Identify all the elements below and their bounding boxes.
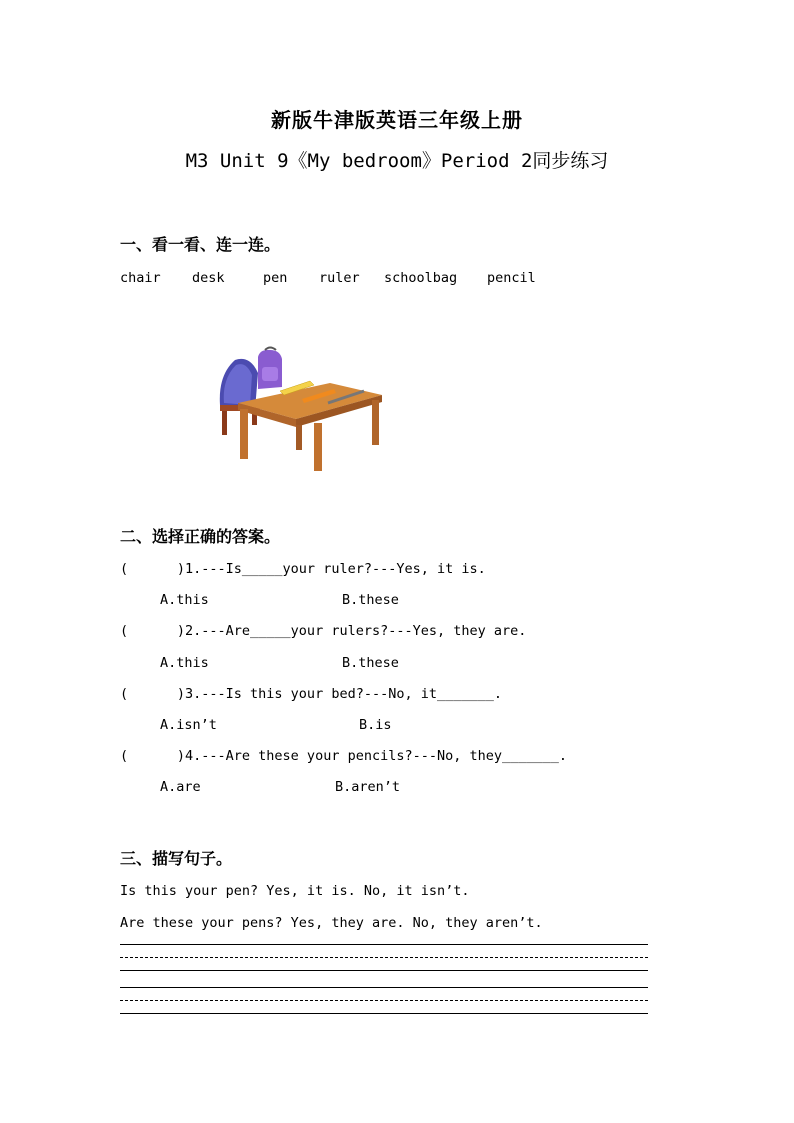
writing-line-solid <box>120 944 648 945</box>
schoolbag-handle-icon <box>265 348 276 351</box>
desk-leg-icon <box>240 409 248 459</box>
writing-line-solid <box>120 1013 648 1014</box>
desk-leg-icon <box>314 423 322 471</box>
question-2: ( )2.---Are_____your rulers?---Yes, they are. <box>120 623 527 639</box>
word-schoolbag: schoolbag <box>384 270 458 286</box>
q1-option-a: A.this <box>160 592 209 608</box>
question-4: ( )4.---Are these your pencils?---No, they_______. <box>120 748 568 764</box>
model-sentence-1: Is this your pen? Yes, it is. No, it isn’t. <box>120 883 470 899</box>
word-chair: chair <box>120 270 161 286</box>
word-ruler: ruler <box>319 270 360 286</box>
writing-line-solid <box>120 970 648 971</box>
question-3: ( )3.---Is this your bed?---No, it_______. <box>120 686 503 702</box>
model-sentence-2: Are these your pens? Yes, they are. No, they aren’t. <box>120 915 543 931</box>
desk-leg-icon <box>372 400 379 445</box>
writing-line-dashed <box>120 957 648 958</box>
q3-option-b: B.is <box>359 717 392 733</box>
q4-option-a: A.are <box>160 779 201 795</box>
writing-line-solid <box>120 987 648 988</box>
q2-option-b: B.these <box>342 655 399 671</box>
section1-heading: 一、看一看、连一连。 <box>120 235 281 254</box>
desk-chair-illustration <box>210 345 390 480</box>
q2-option-a: A.this <box>160 655 209 671</box>
q3-option-a: A.isn’t <box>160 717 217 733</box>
word-pen: pen <box>263 270 288 286</box>
section2-heading: 二、选择正确的答案。 <box>120 527 281 546</box>
word-desk: desk <box>192 270 225 286</box>
q1-option-b: B.these <box>342 592 399 608</box>
writing-line-dashed <box>120 1000 648 1001</box>
question-1: ( )1.---Is_____your ruler?---Yes, it is. <box>120 561 486 577</box>
title-line-1: 新版牛津版英语三年级上册 <box>271 108 523 132</box>
section3-heading: 三、描写句子。 <box>120 849 233 868</box>
word-pencil: pencil <box>487 270 536 286</box>
schoolbag-pocket-icon <box>262 367 278 381</box>
q4-option-b: B.aren’t <box>335 779 401 795</box>
desk-leg-icon <box>296 425 302 450</box>
title-line-2: M3 Unit 9《My bedroom》Period 2同步练习 <box>185 150 609 172</box>
